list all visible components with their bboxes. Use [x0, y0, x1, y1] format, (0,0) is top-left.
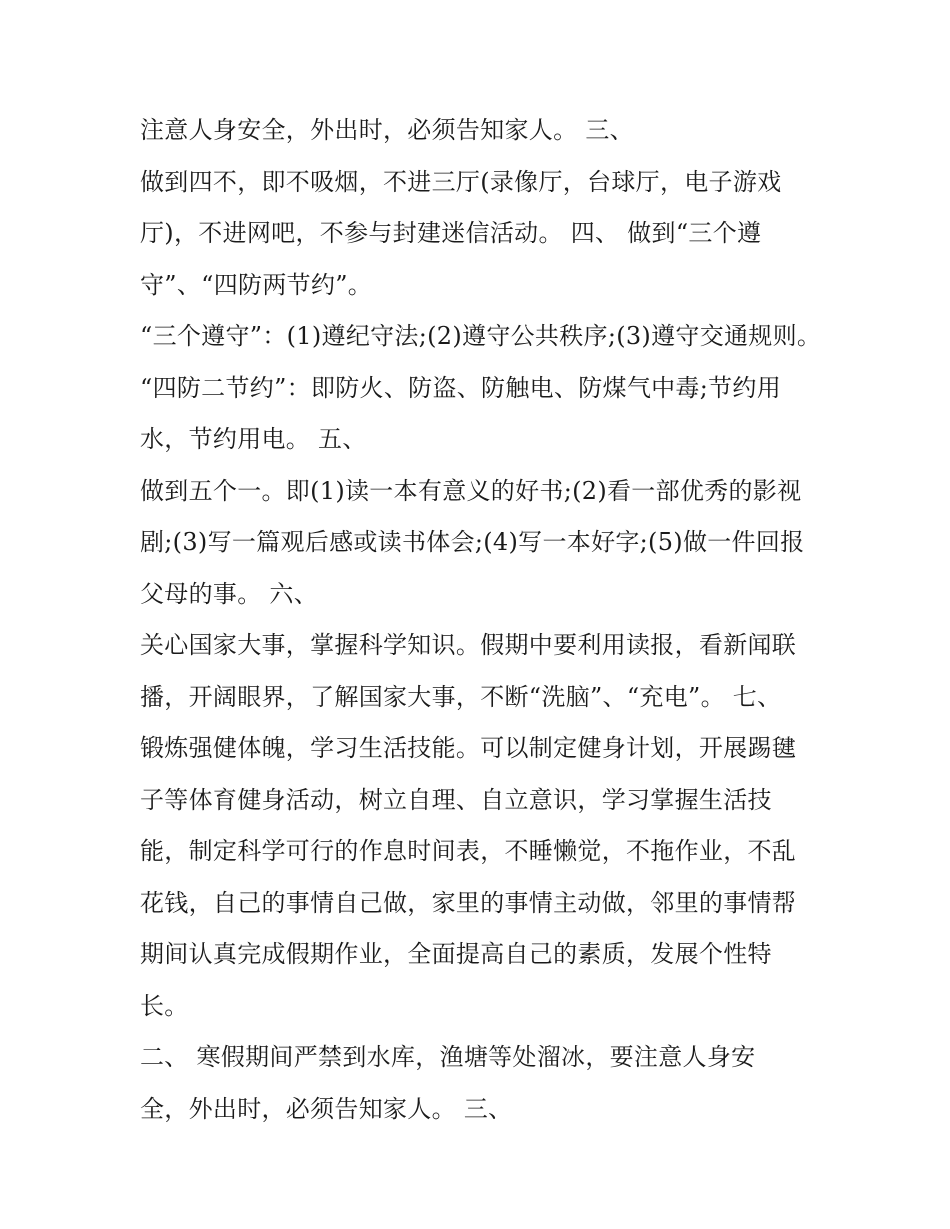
text-line: 厅)，不进网吧，不参与封建迷信活动。 四、 做到“三个遵 — [140, 219, 762, 247]
text-line: 子等体育健身活动，树立自理、自立意识，学习掌握生活技 — [140, 785, 772, 814]
text-line: 父母的事。 六、 — [140, 579, 319, 608]
text-line: 剧;(3)写一篇观后感或读书体会;(4)写一本好字;(5)做一件回报 — [140, 528, 805, 556]
text-line: 关心国家大事，掌握科学知识。假期中要利用读报，看新闻联 — [140, 631, 797, 659]
text-line: 期间认真完成假期作业，全面提高自己的素质，发展个性特 — [140, 940, 772, 968]
text-line: 花钱，自己的事情自己做，家里的事情主动做，邻里的事情帮 — [140, 888, 797, 917]
text-line: “四防二节约”：即防火、防盗、防触电、防煤气中毒;节约用 — [140, 373, 782, 402]
text-line: 二、 寒假期间严禁到水库，渔塘等处溜冰，要注意人身安 — [140, 1043, 756, 1071]
text-line: 全，外出时，必须告知家人。 三、 — [140, 1094, 513, 1123]
text-line: 做到四不，即不吸烟，不进三厅(录像厅，台球厅，电子游戏 — [140, 167, 782, 196]
text-line: 播，开阔眼界，了解国家大事，不断“洗脑”、“充电”。 七、 — [140, 682, 782, 711]
document-body — [140, 105, 840, 1135]
text-line: 守”、“四防两节约”。 — [140, 270, 373, 299]
text-line: 水，节约用电。 五、 — [140, 425, 367, 453]
text-line: 注意人身安全，外出时，必须告知家人。 三、 — [140, 116, 634, 144]
text-line: 长。 — [140, 991, 189, 1020]
text-line: 能，制定科学可行的作息时间表，不睡懒觉，不拖作业，不乱 — [140, 837, 797, 865]
text-line: 锻炼强健体魄，学习生活技能。可以制定健身计划，开展踢毽 — [140, 734, 797, 762]
text-line: “三个遵守”：(1)遵纪守法;(2)遵守公共秩序;(3)遵守交通规则。 — [140, 322, 822, 350]
text-line: 做到五个一。即(1)读一本有意义的好书;(2)看一部优秀的影视 — [140, 476, 802, 505]
